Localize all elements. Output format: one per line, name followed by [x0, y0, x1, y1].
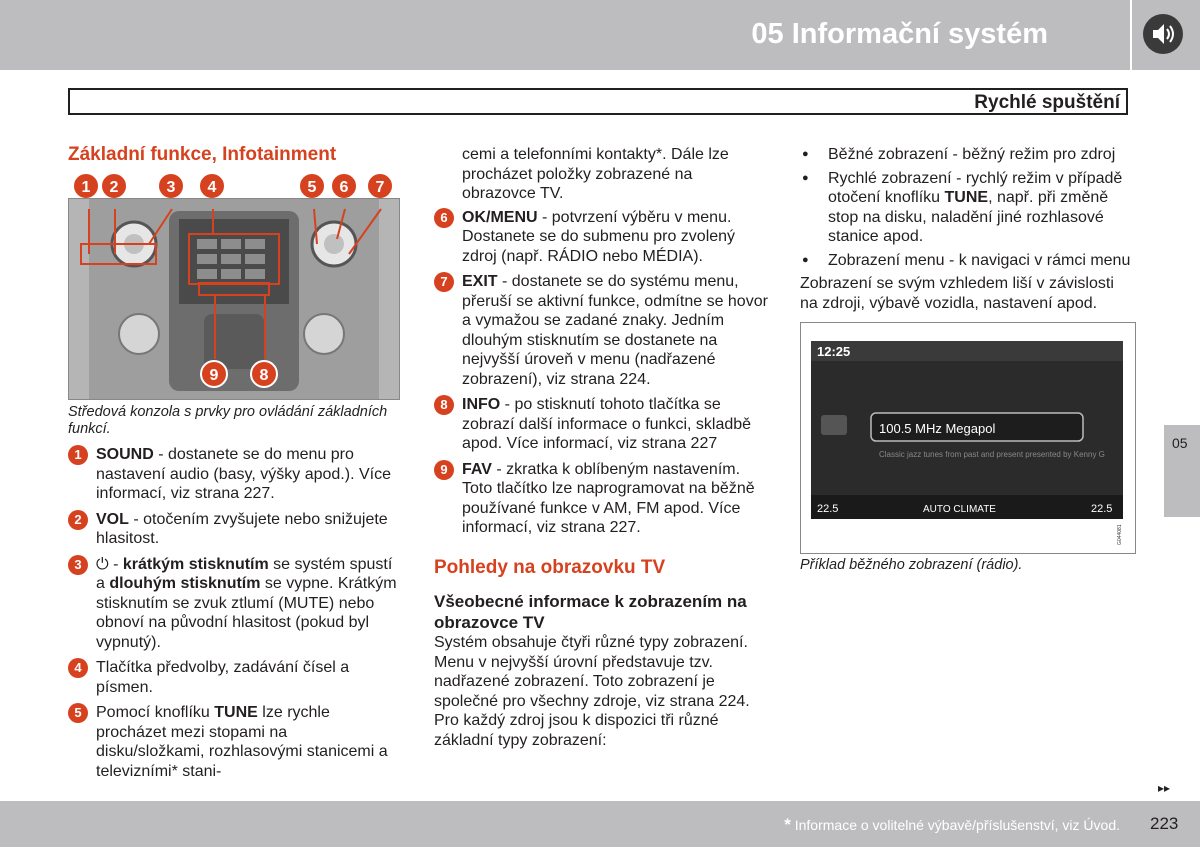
- middle-column: [434, 145, 769, 750]
- item-text: Běžné zobrazení - běžný režim pro zdroj: [828, 146, 1116, 163]
- item-term: EXIT: [462, 273, 498, 290]
- tv-paragraph: Systém obsahuje čtyři různé typy zobrazení. Menu v nejvyšší úrovní představuje tzv. nadřazené zobrazení. Toto zobrazení je společné pro všechny zdroje, viz strana 224. Pro každý zdroj jsou k dispozici tři různé základní typy zobrazení:: [434, 634, 750, 749]
- screen-figure: [800, 322, 1136, 554]
- screen-code: G044081: [1117, 524, 1123, 545]
- item-text: - otočením zvyšujete nebo snižujete hlasitost.: [96, 510, 388, 547]
- item-text: Rychlé zobrazení - rychlý režim v případě otočení knoflíku: [828, 169, 1123, 206]
- item-text: se vypne. Krátkým stisknutím se zvuk ztlumí (MUTE) nebo obnoví na původní hlasitost (pokud byl vypnutý).: [96, 575, 397, 651]
- number-badge: 1: [68, 445, 88, 465]
- callout-1: 1: [72, 172, 100, 200]
- number-badge: 5: [68, 703, 88, 723]
- screen-station: 100.5 MHz Megapol: [879, 421, 996, 436]
- next-page-arrows: ▸▸: [1158, 781, 1171, 795]
- chapter-tab: [1164, 425, 1200, 517]
- right-paragraph: Zobrazení se svým vzhledem liší v závislosti na zdroji, výbavě vozidla, nastavení apod.: [800, 275, 1114, 312]
- chapter-title: 05 Informační systém: [751, 18, 1048, 50]
- item-text: Zobrazení menu - k navigaci v rámci menu: [828, 251, 1131, 269]
- screen-info: Classic jazz tunes from past and present presented by Kenny G: [879, 450, 1105, 459]
- star-mark: *: [784, 815, 791, 834]
- callout-2: 2: [100, 172, 128, 200]
- number-badge: 8: [434, 395, 454, 415]
- item-text: lze rychle procházet mezi stopami na disku/složkami, rozhlasovými stanicemi a televizními* stani-: [96, 704, 388, 780]
- number-badge: 4: [68, 658, 88, 678]
- item-text: -: [108, 555, 123, 573]
- left-heading: Základní funkce, Infotainment: [68, 144, 337, 165]
- speaker-icon: [1143, 14, 1183, 54]
- bullet-item: [800, 145, 1134, 165]
- bullet-item: [800, 169, 1134, 247]
- footer-text: Informace o volitelné výbavě/příslušenství, viz Úvod.: [794, 817, 1120, 833]
- console-photo: [68, 198, 400, 400]
- power-icon: ⏻: [96, 555, 109, 573]
- item-text: Tlačítka předvolby, zadávání čísel a písmen.: [96, 659, 350, 696]
- callout-6: 6: [330, 172, 358, 200]
- number-badge: 6: [434, 208, 454, 228]
- number-badge: 3: [68, 555, 88, 575]
- page-header: [0, 0, 1130, 70]
- item-term: TUNE: [214, 704, 258, 721]
- tv-heading: Pohledy na obrazovku TV: [434, 556, 666, 578]
- list-item: [434, 272, 769, 389]
- left-text: [68, 404, 398, 787]
- item-text: , např. při změně stop na disku, naladění jiné rozhlasové stanice apod.: [828, 189, 1109, 245]
- list-item: [68, 658, 398, 697]
- callout-3: 3: [157, 172, 185, 200]
- bullet-item: [800, 251, 1134, 271]
- item-term: dlouhým stisknutím: [109, 575, 261, 592]
- item-text: - po stisknutí tohoto tlačítka se zobrazí další informace o funkci, skladbě apod. Více informací, viz strana 227: [462, 396, 752, 452]
- item-text: - potvrzení výběru v menu. Dostanete se do submenu pro zvolený zdroj (např. RÁDIO nebo MÉDIA).: [462, 208, 736, 265]
- callout-9: 9: [200, 360, 228, 388]
- list-item: [68, 703, 398, 781]
- item-text: se systém spustí a: [96, 555, 393, 592]
- section-title: Rychlé spuštění: [974, 92, 1120, 113]
- item-text: - zkratka k oblíbeným nastavením. Toto tlačítko lze naprogramovat na běžně používané funkce v AM, FM apod. Více informací, viz strana 227.: [462, 460, 755, 536]
- item-text: Pomocí knoflíku: [96, 704, 215, 721]
- screen-climate: AUTO CLIMATE: [923, 504, 996, 515]
- item-term: OK/MENU: [462, 208, 538, 226]
- tv-subheading: Všeobecné informace k zobrazením na obrazovce TV: [434, 592, 747, 632]
- callout-5: 5: [298, 172, 326, 200]
- screen-temp-left: 22.5: [817, 503, 839, 515]
- page-number: 223: [1150, 814, 1179, 833]
- photo-caption: Středová konzola s prvky pro ovládání základních funkcí.: [68, 404, 388, 437]
- callout-4: 4: [198, 172, 226, 200]
- callout-7: 7: [366, 172, 394, 200]
- screen-caption-wrap: [800, 557, 1134, 574]
- item-term: TUNE: [944, 189, 989, 206]
- continued-text: [434, 145, 769, 204]
- number-badge: 2: [68, 510, 88, 530]
- item-term: FAV: [462, 460, 492, 478]
- list-item: [434, 395, 769, 454]
- tab-label: 05: [1172, 435, 1188, 451]
- item-text: - dostanete se do systému menu, přeruší se aktivní funkce, odmítne se hovor a vymažou se zadané znaky. Jedním dlouhým stisknutím se dostanete na nejvyšší úroveň v menu (nadřazené zobrazení), viz strana 224.: [462, 273, 768, 388]
- number-badge: 9: [434, 460, 454, 480]
- screen-time: 12:25: [817, 344, 851, 359]
- list-item: [68, 510, 398, 549]
- callout-8: 8: [250, 360, 278, 388]
- right-column: [800, 145, 1134, 313]
- list-item: [434, 460, 769, 538]
- item-term: INFO: [462, 396, 501, 413]
- screen-temp-right: 22.5: [1091, 503, 1113, 515]
- left-column: [68, 145, 398, 165]
- number-badge: 7: [434, 272, 454, 292]
- item-text: cemi a telefonními kontakty*. Dále lze procházet položky zobrazené na obrazovce TV.: [462, 146, 729, 202]
- section-bar: [68, 88, 1128, 115]
- footer-note: [784, 815, 1120, 835]
- screen-caption: Příklad běžného zobrazení (rádio).: [800, 557, 1023, 573]
- item-term: VOL: [96, 510, 129, 528]
- item-term: krátkým stisknutím: [122, 555, 269, 573]
- item-text: - dostanete se do menu pro nastavení audio (basy, výšky apod.). Více informací, viz strana 227.: [96, 446, 391, 502]
- item-term: SOUND: [96, 446, 154, 463]
- list-item: [68, 445, 398, 504]
- list-item: [434, 208, 769, 267]
- list-item: [68, 555, 398, 653]
